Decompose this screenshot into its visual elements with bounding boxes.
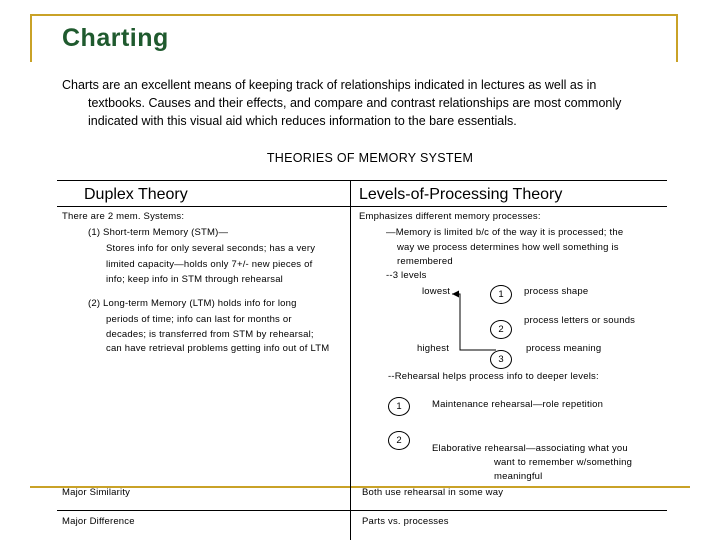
level-2-circle: 2 bbox=[490, 320, 512, 339]
lowest-label: lowest bbox=[422, 286, 451, 297]
intro-line: textbooks. Causes and their effects, and compare and contrast relationships are most commonly bbox=[88, 96, 622, 110]
duplex-theory-header: Duplex Theory bbox=[84, 186, 188, 203]
difference-value: Parts vs. processes bbox=[362, 516, 449, 527]
difference-label: Major Difference bbox=[62, 516, 135, 527]
level-3-circle: 3 bbox=[490, 350, 512, 369]
slide-title: Charting bbox=[62, 24, 169, 52]
duplex-line: Stores info for only several seconds; has a very bbox=[106, 243, 316, 254]
duplex-line: (1) Short-term Memory (STM)— bbox=[88, 227, 229, 238]
level-1-text: process shape bbox=[524, 286, 589, 297]
highest-label: highest bbox=[417, 343, 450, 354]
levels-line: way we process determines how well something is bbox=[397, 242, 619, 253]
duplex-line: (2) Long-term Memory (LTM) holds info for long bbox=[88, 298, 297, 309]
header-rule bbox=[57, 206, 667, 207]
levels-line: --3 levels bbox=[386, 270, 427, 281]
duplex-line: can have retrieval problems getting info out of LTM bbox=[106, 343, 330, 354]
elaborative-line: meaningful bbox=[494, 471, 543, 482]
intro-line: Charts are an excellent means of keeping track of relationships indicated in lectures as well as in bbox=[62, 78, 597, 92]
level-1-circle: 1 bbox=[490, 285, 512, 304]
top-accent-line bbox=[30, 14, 678, 16]
rehearsal-1-circle: 1 bbox=[388, 397, 410, 416]
duplex-line: There are 2 mem. Systems: bbox=[62, 211, 185, 222]
intro-paragraph bbox=[62, 76, 662, 130]
column-divider bbox=[350, 180, 351, 540]
duplex-line: periods of time; info can last for months or bbox=[106, 314, 292, 325]
rehearsal-heading: --Rehearsal helps process info to deeper levels: bbox=[388, 371, 599, 382]
maintenance-rehearsal: Maintenance rehearsal—role repetition bbox=[432, 399, 604, 410]
table-title: THEORIES OF MEMORY SYSTEM bbox=[266, 151, 474, 165]
duplex-line: decades; is transferred from STM by rehearsal; bbox=[106, 329, 314, 340]
levels-theory-header: Levels-of-Processing Theory bbox=[359, 186, 563, 203]
similarity-rule bbox=[57, 510, 667, 511]
levels-line: remembered bbox=[397, 256, 453, 267]
elaborative-line: Elaborative rehearsal—associating what you bbox=[432, 443, 628, 454]
level-3-text: process meaning bbox=[526, 343, 602, 354]
right-accent-line bbox=[676, 14, 678, 62]
level-2-text: process letters or sounds bbox=[524, 315, 636, 326]
duplex-line: limited capacity—holds only 7+/- new pieces of bbox=[106, 259, 313, 270]
rehearsal-2-circle: 2 bbox=[388, 431, 410, 450]
similarity-label: Major Similarity bbox=[62, 487, 131, 498]
intro-line: indicated with this visual aid which reduces information to the bare essentials. bbox=[88, 114, 517, 128]
duplex-line: info; keep info in STM through rehearsal bbox=[106, 274, 283, 285]
levels-intro: Emphasizes different memory processes: bbox=[359, 211, 541, 222]
left-accent-line bbox=[30, 14, 32, 62]
table-top-rule bbox=[57, 180, 667, 181]
similarity-value: Both use rehearsal in some way bbox=[362, 487, 504, 498]
elaborative-line: want to remember w/something bbox=[494, 457, 633, 468]
levels-line: —Memory is limited b/c of the way it is processed; the bbox=[386, 227, 624, 238]
